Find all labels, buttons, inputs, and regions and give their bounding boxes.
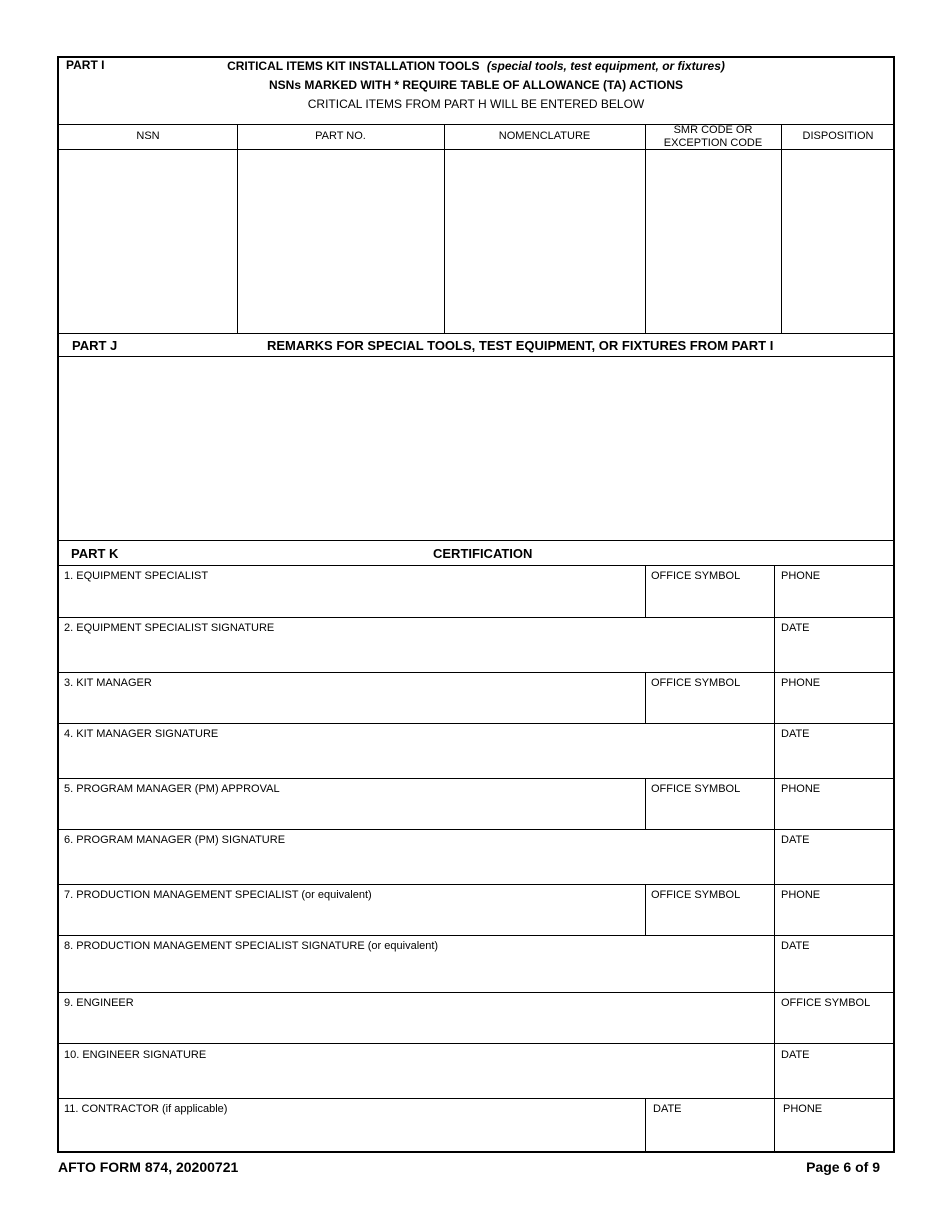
date-label: DATE	[781, 834, 810, 846]
smr-code-entry-cell[interactable]	[646, 150, 781, 333]
date-label: DATE	[781, 728, 810, 740]
divider	[59, 617, 893, 618]
program-manager-signature-field[interactable]	[59, 848, 774, 883]
phone-label: PHONE	[781, 570, 821, 582]
engineer-date-field[interactable]	[775, 1063, 895, 1097]
divider	[59, 829, 893, 830]
divider	[59, 723, 893, 724]
date-label: DATE	[781, 940, 810, 952]
production-management-office-symbol-field[interactable]	[646, 903, 774, 934]
divider	[59, 1098, 893, 1099]
contractor-label: 11. CONTRACTOR (if applicable)	[64, 1103, 228, 1115]
equipment-specialist-phone-field[interactable]	[775, 584, 895, 616]
part-i-label: PART I	[66, 58, 105, 72]
office-symbol-label: OFFICE SYMBOL	[781, 997, 871, 1009]
kit-manager-label: 3. KIT MANAGER	[64, 677, 152, 689]
divider	[59, 565, 893, 566]
date-label: DATE	[781, 1049, 810, 1061]
divider	[59, 540, 893, 541]
col-header-nomenclature: NOMENCLATURE	[498, 130, 591, 142]
page-number: Page 6 of 9	[806, 1159, 880, 1175]
phone-label: PHONE	[781, 889, 821, 901]
phone-label: PHONE	[781, 677, 821, 689]
production-management-date-field[interactable]	[775, 954, 895, 991]
nomenclature-entry-cell[interactable]	[445, 150, 645, 333]
kit-manager-field[interactable]	[59, 691, 645, 722]
equipment-specialist-date-field[interactable]	[775, 636, 895, 671]
program-manager-approval-field[interactable]	[59, 797, 645, 828]
disposition-entry-cell[interactable]	[782, 150, 895, 333]
divider	[59, 935, 893, 936]
program-manager-date-field[interactable]	[775, 848, 895, 883]
contractor-date-field[interactable]	[646, 1117, 774, 1153]
divider	[59, 778, 893, 779]
equipment-specialist-label: 1. EQUIPMENT SPECIALIST	[64, 570, 209, 582]
engineer-signature-field[interactable]	[59, 1063, 774, 1097]
part-i-ta-notice: NSNs MARKED WITH * REQUIRE TABLE OF ALLOWANCE (TA) ACTIONS	[269, 78, 683, 92]
equipment-specialist-signature-label: 2. EQUIPMENT SPECIALIST SIGNATURE	[64, 622, 275, 634]
date-label: DATE	[653, 1103, 682, 1115]
form-page	[57, 56, 895, 1153]
equipment-specialist-field[interactable]	[59, 584, 645, 616]
col-header-smr-line1: SMR CODE OR	[673, 124, 753, 136]
part-k-title: CERTIFICATION	[433, 546, 533, 561]
production-management-specialist-label: 7. PRODUCTION MANAGEMENT SPECIALIST (or equivalent)	[64, 889, 372, 901]
part-i-title-main: CRITICAL ITEMS KIT INSTALLATION TOOLS	[227, 59, 480, 73]
kit-manager-signature-label: 4. KIT MANAGER SIGNATURE	[64, 728, 219, 740]
part-i-title	[59, 59, 893, 73]
kit-manager-office-symbol-field[interactable]	[646, 691, 774, 722]
office-symbol-label: OFFICE SYMBOL	[651, 783, 741, 795]
date-label: DATE	[781, 622, 810, 634]
program-manager-signature-label: 6. PROGRAM MANAGER (PM) SIGNATURE	[64, 834, 286, 846]
engineer-field[interactable]	[59, 1011, 774, 1042]
col-header-smr-code	[645, 124, 781, 150]
part-j-label: PART J	[72, 338, 118, 353]
engineer-office-symbol-field[interactable]	[775, 1011, 895, 1042]
col-header-part-no: PART NO.	[315, 130, 366, 142]
office-symbol-label: OFFICE SYMBOL	[651, 677, 741, 689]
part-i-subtitle: CRITICAL ITEMS FROM PART H WILL BE ENTERED BELOW	[307, 97, 645, 111]
production-management-signature-field[interactable]	[59, 954, 774, 991]
contractor-phone-field[interactable]	[775, 1117, 895, 1153]
part-no-entry-cell[interactable]	[238, 150, 444, 333]
part-i-title-paren: (special tools, test equipment, or fixtures)	[486, 59, 725, 73]
engineer-label: 9. ENGINEER	[64, 997, 134, 1009]
kit-manager-signature-field[interactable]	[59, 742, 774, 777]
kit-manager-date-field[interactable]	[775, 742, 895, 777]
nsn-entry-cell[interactable]	[59, 150, 237, 333]
part-j-remarks-field[interactable]	[59, 357, 893, 540]
engineer-signature-label: 10. ENGINEER SIGNATURE	[64, 1049, 207, 1061]
office-symbol-label: OFFICE SYMBOL	[651, 570, 741, 582]
program-manager-approval-label: 5. PROGRAM MANAGER (PM) APPROVAL	[64, 783, 280, 795]
equipment-specialist-office-symbol-field[interactable]	[646, 584, 774, 616]
divider	[59, 333, 893, 334]
equipment-specialist-signature-field[interactable]	[59, 636, 774, 671]
kit-manager-phone-field[interactable]	[775, 691, 895, 722]
col-header-smr-line2: EXCEPTION CODE	[663, 137, 763, 149]
divider	[59, 672, 893, 673]
col-header-nsn: NSN	[136, 130, 160, 142]
phone-label: PHONE	[783, 1103, 823, 1115]
divider	[59, 884, 893, 885]
part-k-label: PART K	[71, 546, 119, 561]
production-management-specialist-field[interactable]	[59, 903, 645, 934]
part-j-title: REMARKS FOR SPECIAL TOOLS, TEST EQUIPMENT, OR FIXTURES FROM PART I	[267, 338, 774, 353]
contractor-field[interactable]	[59, 1117, 645, 1153]
program-manager-office-symbol-field[interactable]	[646, 797, 774, 828]
divider	[59, 1043, 893, 1044]
col-header-disposition: DISPOSITION	[802, 130, 874, 142]
divider	[59, 992, 893, 993]
production-management-phone-field[interactable]	[775, 903, 895, 934]
office-symbol-label: OFFICE SYMBOL	[651, 889, 741, 901]
program-manager-phone-field[interactable]	[775, 797, 895, 828]
form-identifier: AFTO FORM 874, 20200721	[58, 1159, 239, 1175]
production-management-signature-label: 8. PRODUCTION MANAGEMENT SPECIALIST SIGNATURE (or equivalent)	[64, 940, 439, 952]
phone-label: PHONE	[781, 783, 821, 795]
